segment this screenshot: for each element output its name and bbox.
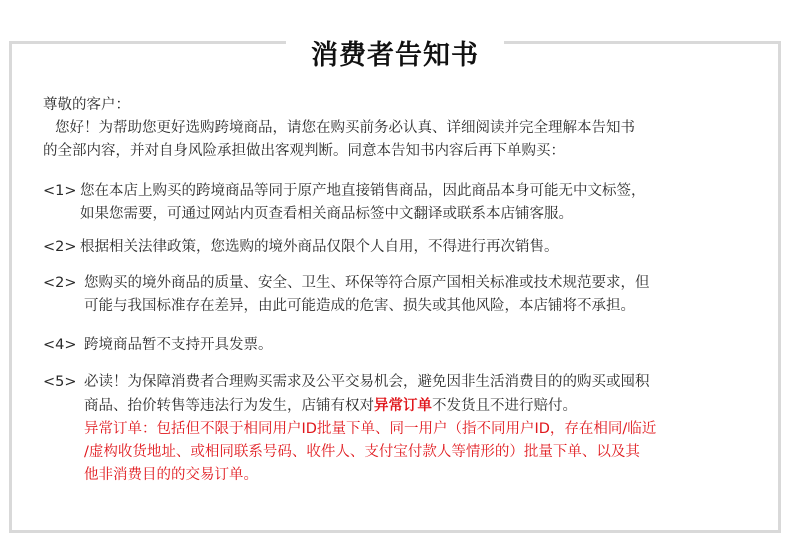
page-title: 消费者告知书	[311, 40, 479, 71]
item-1-line-2: 如果您需要，可通过网站内页查看相关商品标签中文翻译或联系本店铺客服。	[80, 206, 573, 222]
item-5-line-2	[84, 395, 577, 417]
item-3-line-1: 您购买的境外商品的质量、安全、卫生、环保等符合原产国相关标准或技术规范要求，但	[84, 275, 650, 291]
item-4-marker: <4>	[43, 337, 77, 353]
greeting: 尊敬的客户：	[43, 97, 130, 113]
intro-line-1: 您好！为帮助您更好选购跨境商品，请您在购买前务必认真、详细阅读并完全理解本告知书	[55, 120, 635, 136]
item-2-marker: <2>	[43, 239, 77, 255]
abnormal-order-highlight: 异常订单	[374, 398, 432, 414]
abnormal-order-line-1: 异常订单：包括但不限于相同用户ID批量下单、同一用户（指不同用户ID，存在相同/临近	[84, 421, 657, 437]
intro-line-2: 的全部内容，并对自身风险承担做出客观判断。同意本告知书内容后再下单购买：	[43, 143, 565, 159]
item-5-marker: <5>	[43, 374, 77, 390]
item-2-line-1: 根据相关法律政策，您选购的境外商品仅限个人自用，不得进行再次销售。	[80, 239, 559, 255]
item-5-line-2-pre: 商品、抬价转售等违法行为发生，店铺有权对	[84, 398, 374, 414]
abnormal-order-line-3: 他非消费目的的交易订单。	[84, 467, 258, 483]
item-1-marker: <1>	[43, 183, 77, 199]
item-3-marker: <2>	[43, 275, 77, 291]
item-1-line-1: 您在本店上购买的跨境商品等同于原产地直接销售商品，因此商品本身可能无中文标签，	[80, 183, 646, 199]
item-5-line-2-post: 不发货且不进行赔付。	[432, 398, 577, 414]
abnormal-order-line-2: /虚构收货地址、或相同联系号码、收件人、支付宝付款人等情形的）批量下单、以及其	[84, 444, 640, 460]
item-5-line-1: 必读！为保障消费者合理购买需求及公平交易机会，避免因非生活消费目的的购买或囤积	[84, 374, 650, 390]
item-3-line-2: 可能与我国标准存在差异，由此可能造成的危害、损失或其他风险，本店铺将不承担。	[84, 298, 635, 314]
item-4-line-1: 跨境商品暂不支持开具发票。	[84, 337, 273, 353]
